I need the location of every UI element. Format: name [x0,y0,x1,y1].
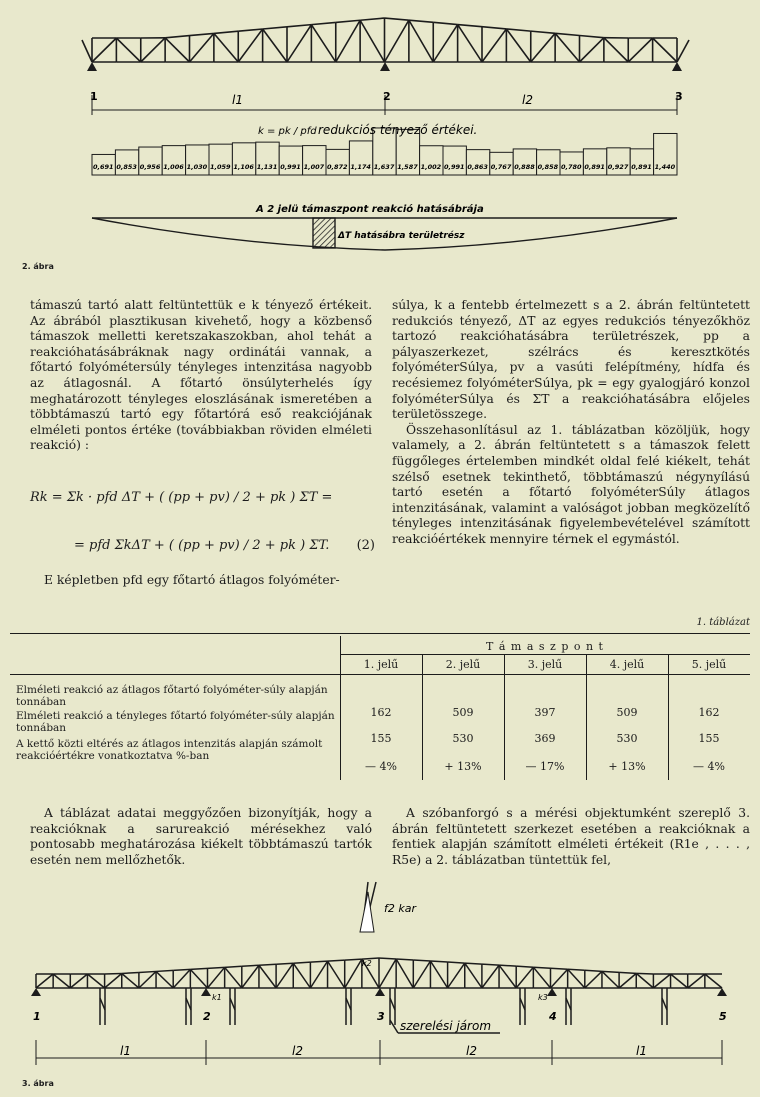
reduction-value: 1,002 [420,163,442,171]
diagonal [516,967,533,988]
diagonal [433,25,457,62]
reduction-title: redukciós tényező értékei. [318,123,478,137]
figure-2-drawing [0,0,760,260]
diagonal [379,959,396,988]
diagonal [141,38,165,62]
reduction-value: 1,440 [654,163,676,171]
diagonal [619,973,636,988]
diagonal [242,965,259,988]
diagonal [580,38,604,62]
top-chord [458,25,482,27]
top-chord [293,962,310,963]
diagonal [465,963,482,988]
reduction-value: 0,891 [584,163,605,171]
top-chord [636,973,653,974]
top-chord [259,964,276,965]
top-chord [379,958,396,959]
top-chord [555,33,579,35]
figure-2 [0,0,760,270]
support-1 [31,988,41,996]
scaffold-label: szerelési járom [400,1019,492,1033]
influence-area [313,218,335,248]
top-chord [214,31,238,33]
diagonal [238,29,262,62]
top-chord [499,965,516,966]
diagonal [458,25,482,62]
figure-3 [0,870,760,1095]
formula-line-1: Rk = Σk · pfd ΔT + ( (pp + pv) / 2 + pk ) ΣT = [30,490,333,505]
support-number: 5 [719,1010,727,1023]
diagonal [156,971,173,988]
closing-right-paragraph: A szóbanforgó s a mérési objektumként szereplő 3. ábrán feltüntetett szerkezet esetében a reakcióknak a fentiek alapján számított elméleti értékeit (R1e , . . . , R5e) a 2. táblázatban tüntettük fel, [392,806,750,867]
diagonal [116,38,140,62]
reduction-value: 0,691 [93,163,114,171]
reduction-value: 0,858 [537,163,559,171]
reduction-value: 1,587 [397,163,418,171]
table-1-group-header: T á m a s z p o n t [486,640,604,653]
diagonal [310,961,327,988]
table-1-cell: 530 [452,732,474,745]
table-1-row-label: A kettő közti eltérés az átlagos intenzitás alapján számolt reakcióértékre vonatkoztatva %-ban [16,738,323,762]
table-1-cell: 162 [370,706,392,719]
support-number: 4 [549,1010,557,1023]
left-after-formula: E képletben pfd egy főtartó átlagos folyóméter- [44,573,340,587]
reduction-value: 0,956 [139,163,161,171]
top-chord [225,966,242,967]
diagonal [293,963,310,988]
diagonal [499,965,516,988]
support-number: 2 [383,90,391,103]
table-1-cell: + 13% [444,760,482,773]
diagonal [53,974,70,988]
support-2 [380,62,390,71]
diagonal [409,20,433,62]
support-3 [672,62,682,71]
top-chord [619,972,636,973]
table-1-cell: — 17% [525,760,565,773]
reduction-bar [583,149,606,175]
top-chord [336,20,360,22]
table-1-column-header: 2. jelű [445,658,481,671]
diagonal [336,20,360,62]
formula-block [30,486,375,566]
top-chord [173,969,190,970]
support-number: 3 [675,90,683,103]
top-chord [516,966,533,967]
support-2 [201,988,211,996]
span-label: l1 [232,93,243,107]
reduction-value: 1,174 [350,163,371,171]
top-chord [413,960,430,961]
influence-line-label: A 2 jelü támaszpont reakció hatásábrája [256,204,484,215]
top-chord [139,971,156,972]
reduction-value: 0,872 [327,163,348,171]
left-column [30,298,372,454]
reduction-value: 0,991 [444,163,465,171]
closing-left-paragraph: A táblázat adatai meggyőzően bizonyítják, hogy a reakcióknak a sarureakció mérésekhez való pontosabb meghatározása kiékelt többtámaszú tartók esetén nem mellőzhetők. [30,806,372,867]
reduction-bar [513,149,536,175]
top-chord [190,33,214,35]
end-post [677,40,689,62]
diagonal [396,959,413,988]
influence-area-label: ΔT hatásábra területrész [338,231,465,241]
diagonal [165,38,189,62]
reduction-value: 0,853 [116,163,137,171]
right-paragraph-2: Összehasonlításul az 1. táblázatban közöljük, hogy valamely, a 2. ábrán feltüntetett s a támaszok felett függőleges értelemben mindkét oldal felé kiékelt, tehát szélső esetnek tekinthető, többtámaszú négynyílású tartó esetén a főtartó folyóméterSúly átlagos intenzitásának, valamint a valóságot jobban megközelítő tényleges intenzitásának figyelembevételével számított reakcióértékek mennyire térnek el egymástól. [392,422,750,546]
diagonal [506,29,530,62]
diagonal [190,33,214,62]
end-post [82,40,92,62]
reduction-value: 1,106 [233,163,254,171]
diagonal [653,974,670,988]
support-3 [375,988,385,996]
diagonal [70,974,87,988]
diagonal [276,963,293,988]
left-column-after-formula [30,573,372,589]
diagonal [482,29,506,62]
diagonal [604,38,628,62]
top-chord [156,970,173,971]
diagonal [263,29,287,62]
top-chord [506,29,530,31]
diagonal [555,33,579,62]
diagonal [214,33,238,62]
table-1-top-rule [10,633,750,634]
diagonal [311,25,335,62]
top-chord [287,25,311,27]
reduction-value: 0,767 [490,163,512,171]
reduction-value: 0,888 [514,163,535,171]
table-1 [10,636,750,780]
crane-label: f2 kar [384,902,417,915]
diagonal [653,38,677,62]
diagonal [413,961,430,988]
table-1-cell: — 4% [365,760,397,773]
reduction-value: 1,059 [210,163,231,171]
top-chord [580,36,604,38]
top-chord [345,959,362,960]
right-column [392,298,750,548]
table-1-cell: — 4% [693,760,725,773]
reduction-value: 1,131 [256,163,278,171]
diagonal [345,959,362,988]
support-number: 1 [33,1010,41,1023]
top-chord [276,963,293,964]
top-chord [568,969,585,970]
table-1-column-header: 4. jelű [609,658,645,671]
figure-3-drawing [0,870,760,1085]
diagonal [259,965,276,988]
diagonal [173,969,190,988]
support-number: 1 [90,90,98,103]
closing-left [30,806,372,868]
table-1-column-header: 3. jelű [527,658,563,671]
top-chord [602,971,619,972]
table-1-title: 1. táblázat [696,617,750,628]
small-label: k1 [212,993,222,1002]
span-label: l2 [522,93,533,107]
top-chord [328,960,345,961]
top-chord [482,964,499,965]
table-1-cell: 155 [370,732,392,745]
diagonal [385,20,409,62]
diagonal [92,38,116,62]
table-1-column-header: 1. jelű [363,658,399,671]
table-1-cell: + 13% [608,760,646,773]
top-chord [396,959,413,960]
diagonal [533,967,550,988]
diagonal [122,973,139,988]
diagonal [568,969,585,988]
small-label: k2 [362,959,372,968]
top-chord [208,967,225,968]
diagonal [139,971,156,988]
diagonal [628,38,652,62]
table-1-cell: 397 [534,706,556,719]
table-1-cell: 509 [452,706,474,719]
diagonal [585,971,602,988]
reduction-value: 0,991 [280,163,301,171]
top-chord [105,973,122,974]
top-chord [448,962,465,963]
diagonal [190,969,207,988]
diagonal [531,33,555,62]
reduction-formula: k = pk / pfd [258,126,317,137]
reduction-value: 1,007 [303,163,325,171]
top-chord [433,22,457,24]
label-leader [390,1020,398,1033]
support-1 [87,62,97,71]
reduction-value: 0,863 [467,163,488,171]
top-chord [531,31,555,33]
span-label: l2 [292,1044,303,1058]
table-1-cell: 530 [616,732,638,745]
formula-number: (2) [356,538,375,553]
diagonal [551,969,568,988]
support-number: 3 [377,1010,385,1023]
right-paragraph-1: súlya, k a fentebb értelmezett s a 2. ábrán feltüntetett redukciós tényező, ΔT az egyes redukciós tényezőkhöz tartozó reakcióhatásábra területrészek, pp a pályaszerkezet, szélrács és keresztkötés folyóméterSúlya, pv a vasúti felépítmény, hídfa és recésiemez folyóméterSúlya, pk = egy gyalogjáró konzol folyóméterSúlya és ΣT a reakcióhatásábra előjeles területösszege. [392,298,750,422]
top-chord [263,27,287,29]
table-1-cell: 162 [698,706,720,719]
span-label: l1 [636,1044,647,1058]
support-4 [547,988,557,996]
table-1-cell: 369 [534,732,556,745]
top-chord [310,961,327,962]
top-chord [465,963,482,964]
reduction-value: 0,780 [561,163,582,171]
diagonal [430,961,447,988]
top-chord [165,36,189,38]
diagonal [328,961,345,988]
figure-2-caption: 2. ábra [22,262,54,271]
formula-line-2: = pfd ΣkΔT + ( (pp + pv) / 2 + pk ) ΣT. [74,538,330,553]
reduction-value: 1,637 [373,163,395,171]
top-chord [311,22,335,24]
diagonal [688,974,705,988]
figure-3-caption: 3. ábra [22,1079,54,1088]
span-label: l1 [120,1044,131,1058]
reduction-value: 0,927 [607,163,629,171]
span-label: l2 [466,1044,477,1058]
table-1-cell: 155 [698,732,720,745]
reduction-value: 1,030 [186,163,208,171]
diagonal [36,974,53,988]
top-chord [533,967,550,968]
table-1-column-header: 5. jelű [691,658,727,671]
diagonal [225,967,242,988]
table-1-cell: 509 [616,706,638,719]
support-number: 2 [203,1010,211,1023]
small-label: k3 [538,993,548,1002]
top-chord [242,965,259,966]
top-chord [482,27,506,29]
diagonal [287,25,311,62]
top-chord [190,968,207,969]
diagonal [87,974,104,988]
diagonal [482,965,499,988]
top-chord [122,972,139,973]
table-1-row-label: Elméleti reakció az átlagos főtartó folyóméter-súly alapján tonnában [16,684,328,708]
top-chord [360,18,384,20]
support-5 [717,988,727,996]
diagonal [448,963,465,988]
top-chord [409,20,433,22]
top-chord [430,961,447,962]
reduction-bar [630,149,653,175]
top-chord [551,968,568,969]
top-chord [238,29,262,31]
left-paragraph: támaszú tartó alatt feltüntettük e k tényező értékeit. Az ábrából plasztikusan kivehető, hogy a közbenső támaszok melletti keretszakaszokban, ahol tehát a reakcióhatásábráknak nagy ordinátái vannak, a főtartó folyómétersúly tényleges intenzitása nagyobb az átlagosnál. A főtartó önsúlyterhelés így meghatározott tényleges eloszlásának ismeretében a többtámaszú tartó egy főtartórá eső reakciójának elméleti pontos értéke (továbbiakban röviden elméleti reakció) : [30,298,372,453]
diagonal [602,971,619,988]
reduction-value: 0,891 [631,163,652,171]
diagonal [671,974,688,988]
closing-right [392,806,750,868]
diagonal [705,974,722,988]
diagonal [105,973,122,988]
top-chord [585,970,602,971]
top-chord [385,18,409,20]
table-1-header-bottom [10,674,750,675]
table-1-header-divider [340,654,750,655]
diagonal [636,973,653,988]
reduction-value: 1,006 [163,163,184,171]
diagonal [208,967,225,988]
diagonal [360,20,384,62]
table-1-row-label: Elméleti reakció a tényleges főtartó folyóméter-súly alapján tonnában [16,710,335,734]
